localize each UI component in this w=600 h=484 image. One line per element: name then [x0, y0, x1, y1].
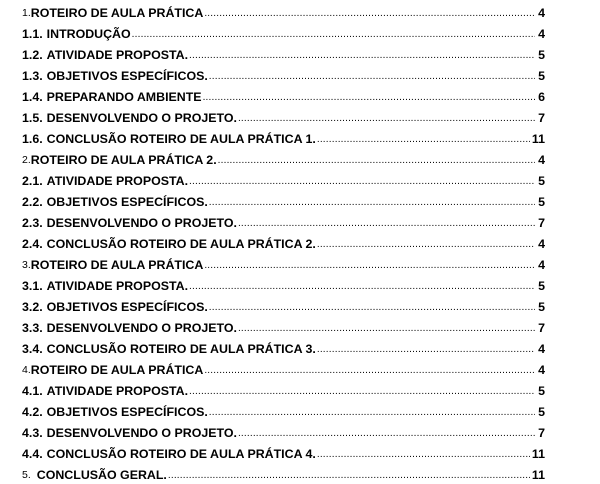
- toc-entry-number: 3.2.: [22, 300, 43, 314]
- toc-entry[interactable]: [22, 128, 545, 146]
- toc-entry-title: CONCLUSÃO ROTEIRO DE AULA PRÁTICA 3.: [46, 342, 316, 356]
- toc-entry-page: 7: [538, 111, 545, 125]
- toc-entry-page: 4: [538, 153, 545, 167]
- toc-entry[interactable]: [22, 422, 545, 440]
- toc-entry-title: OBJETIVOS ESPECÍFICOS.: [46, 300, 208, 314]
- toc-entry-title: CONCLUSÃO ROTEIRO DE AULA PRÁTICA 4.: [46, 447, 316, 461]
- toc-entry-page: 5: [538, 279, 545, 293]
- toc-entry-title: OBJETIVOS ESPECÍFICOS.: [46, 69, 208, 83]
- toc-dot-leader: [209, 197, 535, 209]
- toc-dot-leader: [189, 50, 535, 62]
- toc-dot-leader: [238, 323, 535, 335]
- toc-entry-number: 1.5.: [22, 111, 43, 125]
- toc-entry-number: 2.: [22, 154, 31, 166]
- toc-entry-number: 2.4.: [22, 237, 43, 251]
- toc-dot-leader: [317, 449, 530, 461]
- toc-dot-leader: [204, 365, 535, 377]
- toc-entry[interactable]: [22, 23, 545, 41]
- toc-entry-number: 1.6.: [22, 132, 43, 146]
- toc-entry-title: CONCLUSÃO ROTEIRO DE AULA PRÁTICA 2.: [46, 237, 316, 251]
- toc-entry[interactable]: [22, 233, 545, 251]
- toc-entry-page: 5: [538, 405, 545, 419]
- toc-entry-title: ATIVIDADE PROPOSTA.: [46, 279, 189, 293]
- toc-entry-title: ROTEIRO DE AULA PRÁTICA: [30, 6, 204, 20]
- toc-entry-number: 1.2.: [22, 48, 43, 62]
- toc-entry-page: 4: [538, 237, 545, 251]
- toc-entry-title: DESENVOLVENDO O PROJETO.: [46, 216, 237, 230]
- toc-entry-title: DESENVOLVENDO O PROJETO.: [46, 321, 237, 335]
- toc-dot-leader: [168, 470, 530, 482]
- toc-entry[interactable]: [22, 317, 545, 335]
- toc-entry-number: 1.3.: [22, 69, 43, 83]
- toc-entry[interactable]: [22, 212, 545, 230]
- toc-entry[interactable]: [22, 464, 545, 482]
- toc-entry[interactable]: [22, 170, 545, 188]
- toc-entry[interactable]: [22, 2, 545, 20]
- toc-dot-leader: [238, 428, 535, 440]
- toc-entry-page: 4: [538, 6, 545, 20]
- toc-dot-leader: [317, 134, 530, 146]
- toc-dot-leader: [203, 92, 535, 104]
- toc-entry-title: OBJETIVOS ESPECÍFICOS.: [46, 405, 208, 419]
- toc-entry-title: DESENVOLVENDO O PROJETO.: [46, 426, 237, 440]
- toc-dot-leader: [189, 386, 535, 398]
- toc-entry-title: PREPARANDO AMBIENTE: [46, 90, 202, 104]
- toc-entry-title: INTRODUÇÃO: [46, 27, 131, 41]
- toc-entry-number: 3.3.: [22, 321, 43, 335]
- toc-entry-number: 4.2.: [22, 405, 43, 419]
- toc-entry[interactable]: [22, 380, 545, 398]
- toc-entry-number: 2.3.: [22, 216, 43, 230]
- toc-dot-leader: [189, 281, 535, 293]
- toc-entry[interactable]: [22, 296, 545, 314]
- toc-entry-title: DESENVOLVENDO O PROJETO.: [46, 111, 237, 125]
- toc-entry-title: ATIVIDADE PROPOSTA.: [46, 174, 189, 188]
- toc-entry-number: 4.: [22, 364, 31, 376]
- toc-entry-number: 3.4.: [22, 342, 43, 356]
- toc-entry[interactable]: [22, 359, 545, 377]
- toc-entry[interactable]: [22, 86, 545, 104]
- toc-entry-title: OBJETIVOS ESPECÍFICOS.: [46, 195, 208, 209]
- toc-dot-leader: [218, 155, 535, 167]
- toc-entry-page: 6: [538, 90, 545, 104]
- toc-entry-number: 5.: [22, 469, 31, 481]
- toc-entry-page: 7: [538, 321, 545, 335]
- toc-entry-page: 11: [531, 447, 545, 461]
- toc-dot-leader: [204, 8, 535, 20]
- toc-entry-title: ROTEIRO DE AULA PRÁTICA 2.: [30, 153, 217, 167]
- toc-entry-page: 4: [538, 258, 545, 272]
- toc-entry-page: 11: [531, 468, 545, 482]
- toc-dot-leader: [204, 260, 535, 272]
- toc-dot-leader: [238, 113, 535, 125]
- toc-entry-number: 3.1.: [22, 279, 43, 293]
- toc-entry-page: 4: [538, 363, 545, 377]
- toc-entry-page: 5: [538, 195, 545, 209]
- toc-entry-title: ATIVIDADE PROPOSTA.: [46, 384, 189, 398]
- toc-entry-page: 7: [538, 426, 545, 440]
- toc-entry-page: 5: [538, 69, 545, 83]
- toc-entry-page: 5: [538, 384, 545, 398]
- toc-dot-leader: [132, 29, 535, 41]
- toc-entry-number: 1.: [22, 7, 31, 19]
- toc-entry-number: 2.1.: [22, 174, 43, 188]
- toc-dot-leader: [189, 176, 535, 188]
- toc-entry-page: 4: [538, 27, 545, 41]
- toc-dot-leader: [209, 71, 535, 83]
- toc-entry-page: 4: [538, 342, 545, 356]
- toc-entry-number: 3.: [22, 259, 31, 271]
- toc-entry-number: 4.1.: [22, 384, 43, 398]
- toc-entry-number: 4.4.: [22, 447, 43, 461]
- toc-dot-leader: [209, 302, 535, 314]
- toc-entry[interactable]: [22, 107, 545, 125]
- toc-entry[interactable]: [22, 275, 545, 293]
- toc-entry-number: 2.2.: [22, 195, 43, 209]
- toc-entry-page: 11: [531, 132, 545, 146]
- toc-entry[interactable]: [22, 254, 545, 272]
- toc-entry-number: 1.1.: [22, 27, 43, 41]
- toc-entry[interactable]: [22, 149, 545, 167]
- toc-entry[interactable]: [22, 401, 545, 419]
- toc-dot-leader: [317, 344, 535, 356]
- toc-dot-leader: [317, 239, 535, 251]
- toc-entry-page: 5: [538, 174, 545, 188]
- toc-entry-page: 7: [538, 216, 545, 230]
- toc-entry-number: 1.4.: [22, 90, 43, 104]
- toc-entry[interactable]: [22, 191, 545, 209]
- toc-entry[interactable]: [22, 338, 545, 356]
- toc-entry[interactable]: [22, 44, 545, 62]
- toc-entry-title: ATIVIDADE PROPOSTA.: [46, 48, 189, 62]
- toc-entry-title: CONCLUSÃO ROTEIRO DE AULA PRÁTICA 1.: [46, 132, 316, 146]
- toc-entry-number: 4.3.: [22, 426, 43, 440]
- toc-dot-leader: [209, 407, 535, 419]
- toc-entry[interactable]: [22, 443, 545, 461]
- toc-entry-title: ROTEIRO DE AULA PRÁTICA: [30, 258, 204, 272]
- toc-entry-title: CONCLUSÃO GERAL.: [36, 468, 167, 482]
- toc-entry-page: 5: [538, 300, 545, 314]
- toc-entry-title: ROTEIRO DE AULA PRÁTICA: [30, 363, 204, 377]
- toc-entry[interactable]: [22, 65, 545, 83]
- toc-dot-leader: [238, 218, 535, 230]
- toc-entry-page: 5: [538, 48, 545, 62]
